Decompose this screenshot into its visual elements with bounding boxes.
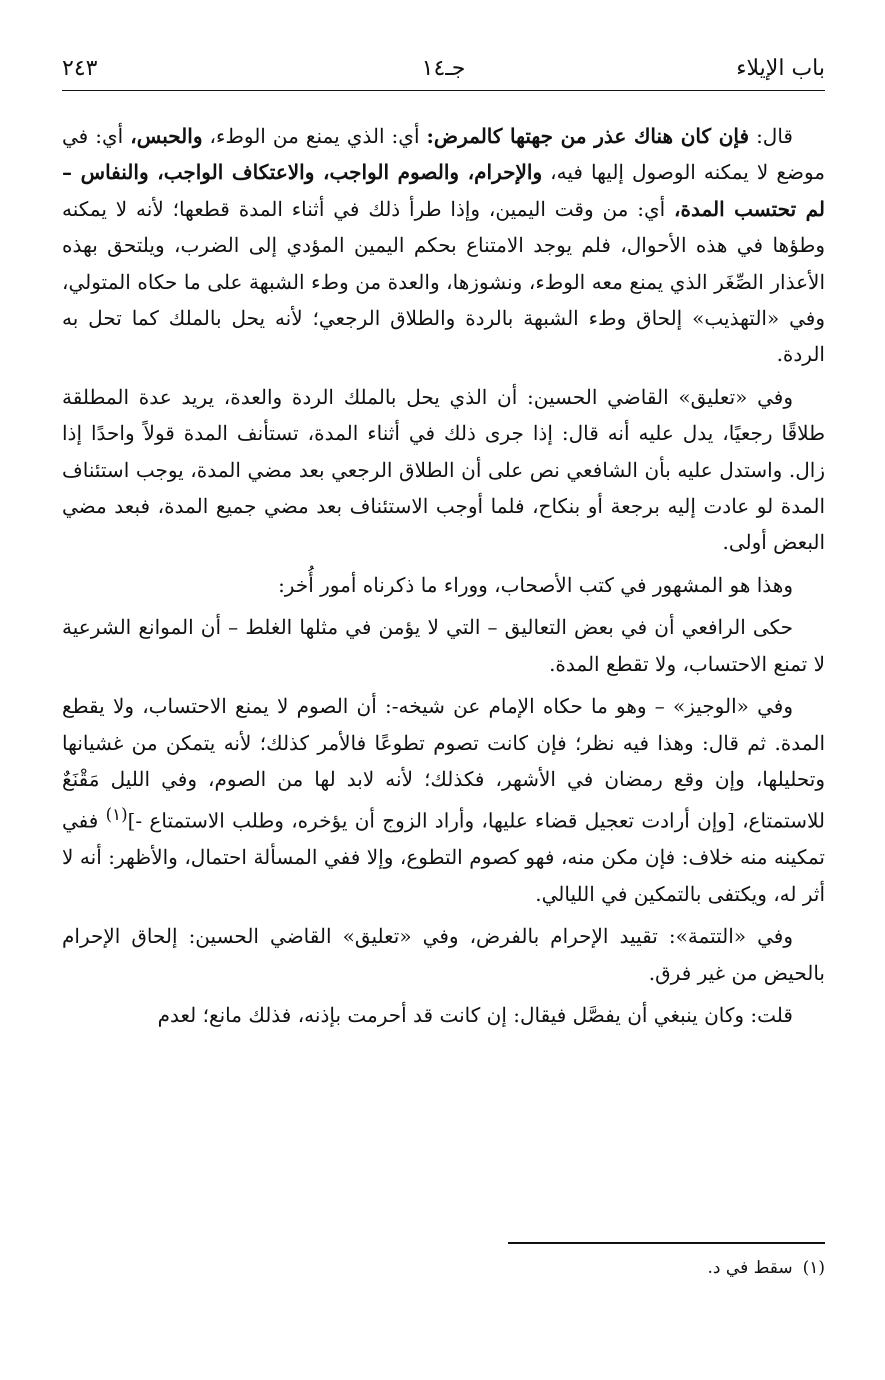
chapter-title: باب الإيلاء	[736, 56, 825, 81]
header-rule	[62, 90, 825, 91]
paragraph	[62, 997, 825, 1033]
main-text	[62, 118, 825, 1039]
text-run: أي: في موضع لا يمكنه الوصول إليها فيه،	[62, 124, 825, 185]
volume-label: جـ١٤	[421, 56, 466, 81]
footnote-marker: (١)	[802, 1258, 825, 1278]
page-header	[62, 54, 825, 88]
paragraph	[62, 918, 825, 991]
text-run: قلت: وكان ينبغي أن يفصَّل فيقال: إن كانت قد أحرمت بإذنه، فذلك مانع؛ لعدم	[157, 1003, 793, 1027]
page-number: ٢٤٣	[62, 56, 98, 81]
bold-text-run: والإحرام، والصوم الواجب، والاعتكاف الواجب، والنفاس – لم تحتسب المدة،	[62, 160, 825, 221]
text-run: وفي «التتمة»: تقييد الإحرام بالفرض، وفي «تعليق» القاضي الحسين: إلحاق الإحرام بالحيض من غير فرق.	[62, 924, 825, 985]
paragraph	[62, 379, 825, 561]
text-run: وفي «تعليق» القاضي الحسين: أن الذي يحل بالملك الردة والعدة، يريد عدة المطلقة طلاقًا رجعيًا، يدل عليه أنه قال: إذا جرى ذلك في أثناء المدة، تستأنف المدة قولاً واحدًا إذا زال. واستدل عليه بأن الشافعي نص على أن الطلاق الرجعي بعد مضي المدة، يوجب استئناف المدة لو عادت إليه برجعة أو بنكاح، فلما أوجب الاستئناف بعد مضي جميع المدة، فبعد مضي البعض أولى.	[62, 384, 825, 555]
text-run: أي: من وقت اليمين، وإذا طرأ ذلك في أثناء المدة قطعها؛ لأنه لا يمكنه وطؤها في هذه الأحوال، فلم يوجد الامتناع بحكم اليمين المؤدي إلى الضرب، ويلتحق بهذه الأعذار الصِّغَر الذي يمنع معه الوطء، ونشوزها، والعدة من وطء الشبهة على ما حكاه المتولي، وفي «التهذيب» إلحاق وطء الشبهة بالردة والطلاق الرجعي؛ لأنه يحل بالملك كما تحل به الردة.	[62, 196, 825, 367]
text-run: قال:	[749, 124, 793, 148]
footnote-rule	[508, 1242, 825, 1244]
text-run: وفي «الوجيز» – وهو ما حكاه الإمام عن شيخه-: أن الصوم لا يمنع الاحتساب، ولا يقطع المدة. ثم قال: وهذا فيه نظر؛ فإن كانت تصوم تطوعًا فالأمر كذلك؛ لأنه يتمكن من غشيانها وتحليلها، وإن وقع رمضان في الأشهر، فكذلك؛ لأنه لابد لها من الصوم، وفي الليل مَقْنَعٌ للاستمتاع، [وإن أرادت تعجيل قضاء عليها، وأراد الزوج أن يؤخره، وطلب الاستمتاع -]	[62, 694, 826, 833]
footnote	[62, 1254, 825, 1282]
footnote-reference: (١)	[105, 805, 128, 825]
text-run: أي: الذي يمنع من الوطء،	[202, 124, 427, 148]
paragraph	[62, 609, 825, 682]
text-run: ففي تمكينه منه خلاف: فإن مكن منه، فهو كصوم التطوع، وإلا ففي المسألة احتمال، والأظهر: أنه لا أثر له، ويكتفى بالتمكين في الليالي.	[62, 808, 825, 906]
bold-text-run: فإن كان هناك عذر من جهتها كالمرض:	[426, 124, 750, 148]
bold-text-run: والحبس،	[130, 124, 203, 148]
text-run: حكى الرافعي أن في بعض التعاليق – التي لا يؤمن في مثلها الغلط – أن الموانع الشرعية لا تمنع الاحتساب، ولا تقطع المدة.	[62, 615, 825, 676]
paragraph	[62, 688, 825, 912]
paragraph	[62, 118, 825, 373]
text-run: وهذا هو المشهور في كتب الأصحاب، ووراء ما ذكرناه أمور أُخر:	[278, 572, 793, 597]
footnote-text: سقط في د.	[707, 1258, 793, 1278]
paragraph	[62, 567, 825, 603]
